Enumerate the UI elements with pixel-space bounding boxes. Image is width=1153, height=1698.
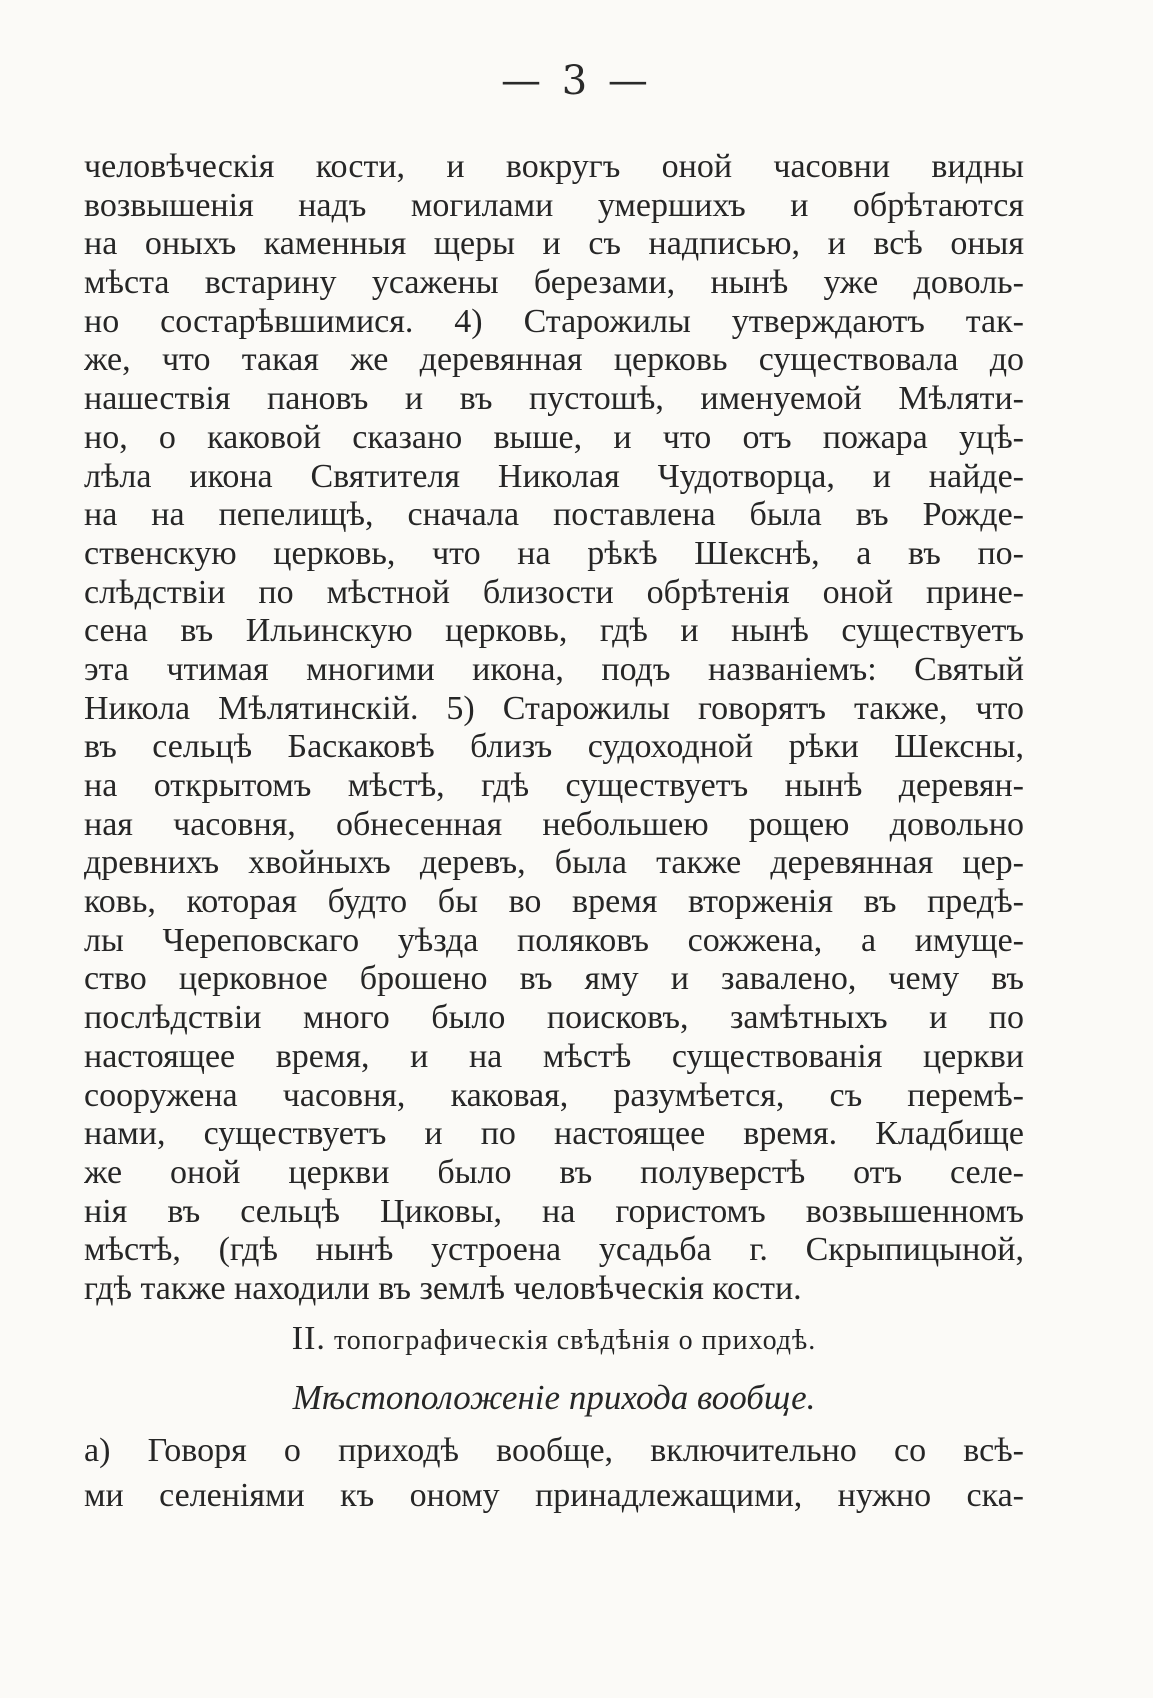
text-line: Никола Мѣлятинскій. 5) Старожилы говорятъ также, что [84,689,1024,727]
text-line: ство церковное брошено въ яму и завалено, чему въ [84,960,1024,998]
text-line: нія въ сельцѣ Циковы, на гористомъ возвышенномъ [84,1192,1024,1230]
text-line: лѣла икона Святителя Николая Чудотворца, и найде- [84,457,1024,495]
section-number: II. [291,1320,326,1357]
text-line: на на пепелищѣ, сначала поставлена была въ Рожде- [84,496,1024,534]
text-line: но, о каковой сказано выше, и что отъ пожара уцѣ- [84,418,1024,456]
text-line: же, что такая же деревянная церковь существовала до [84,341,1024,379]
text-line: послѣдствіи много было поисковъ, замѣтныхъ и по [84,999,1024,1037]
section-title: топографическія свѣдѣнія о приходѣ. [333,1325,817,1356]
text-line: мѣстѣ, (гдѣ нынѣ устроена усадьба г. Скрыпицыной, [84,1231,1024,1269]
text-line: ми селеніями къ оному принадлежащими, нужно ска- [84,1477,1024,1514]
text-line: а) Говоря о приходѣ вообще, включительно со всѣ- [84,1432,1024,1469]
second-paragraph [84,1428,1024,1518]
section-heading [84,1320,1024,1358]
text-line: сооружена часовня, каковая, разумѣется, съ перемѣ- [84,1076,1024,1114]
body-paragraph [84,148,1024,1309]
text-line: гдѣ также находили въ землѣ человѣческія кости. [84,1269,802,1307]
text-line: древнихъ хвойныхъ деревъ, была также деревянная цер- [84,844,1024,882]
text-line: мѣста встарину усажены березами, нынѣ уже доволь- [84,264,1024,302]
text-line: эта чтимая многими икона, подъ названіемъ: Святый [84,650,1024,688]
text-line: человѣческія кости, и вокругъ оной часовни видны [84,148,1024,185]
text-line: лы Череповскаго уѣзда поляковъ сожжена, а имуще- [84,921,1024,959]
text-line: въ сельцѣ Баскаковѣ близъ судоходной рѣки Шексны, [84,728,1024,766]
text-line: же оной церкви было въ полуверстѣ отъ селе- [84,1153,1024,1191]
page-number: — 3 — [501,58,652,104]
text-line: на оныхъ каменныя щеры и съ надписью, и всѣ оныя [84,225,1024,263]
text-line: настоящее время, и на мѣстѣ существованія церкви [84,1037,1024,1075]
text-line: ковь, которая будто бы во время вторженія въ предѣ- [84,883,1024,921]
text-line: но состарѣвшимися. 4) Старожилы утверждаютъ так- [84,302,1024,340]
subsection-heading: Мѣстоположеніе прихода вообще. [292,1378,816,1417]
text-line: нашествія пановъ и въ пустошѣ, именуемой Мѣляти- [84,380,1024,418]
text-line: сена въ Ильинскую церковь, гдѣ и нынѣ существуетъ [84,612,1024,650]
text-line: возвышенія надъ могилами умершихъ и обрѣтаются [84,186,1024,224]
text-line: нами, существуетъ и по настоящее время. Кладбище [84,1115,1024,1153]
text-line: ная часовня, обнесенная небольшею рощею довольно [84,805,1024,843]
text-line: ственскую церковь, что на рѣкѣ Шекснѣ, а въ по- [84,534,1024,572]
text-line: слѣдствіи по мѣстной близости обрѣтенія оной прине- [84,573,1024,611]
text-line: на открытомъ мѣстѣ, гдѣ существуетъ нынѣ деревян- [84,767,1024,804]
